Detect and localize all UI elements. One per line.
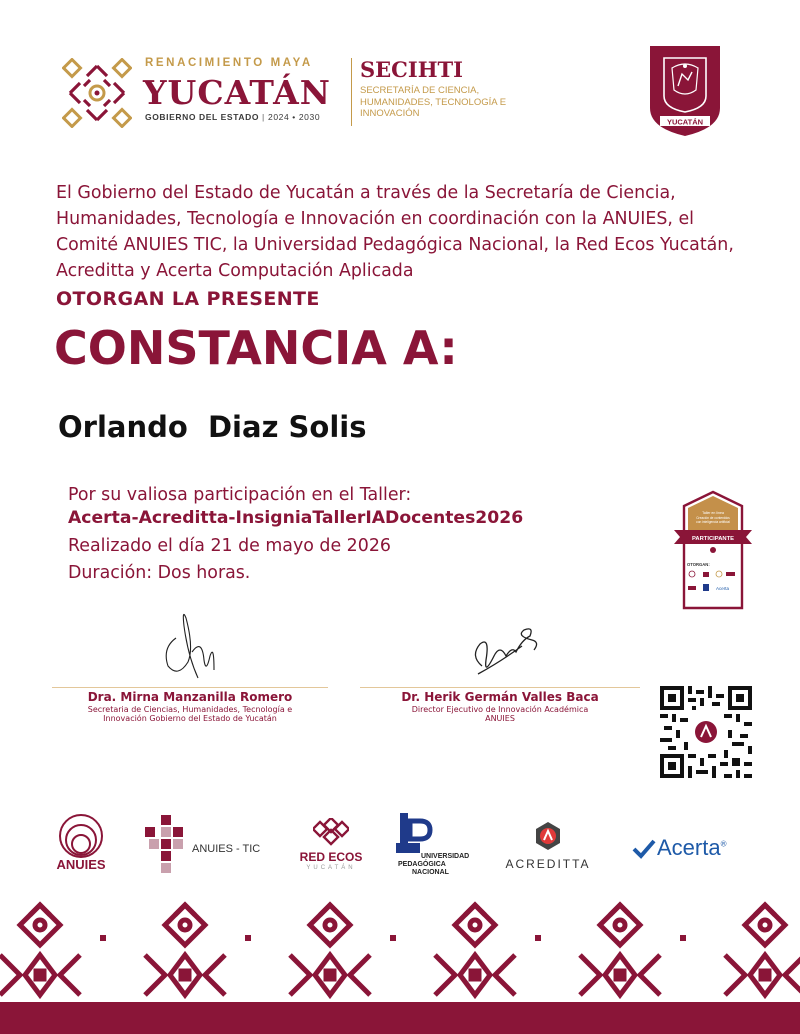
acerta-check-icon (632, 838, 656, 860)
signature-1-role-2: Innovación Gobierno del Estado de Yucatán (103, 714, 277, 723)
yucatan-government-line (145, 112, 320, 122)
yucatan-shield-icon (650, 46, 720, 136)
badge-otorgan: OTORGAN: (687, 562, 710, 567)
upn-logo-line1: UNIVERSIDAD (421, 853, 470, 860)
svg-text:Taller en línea: Taller en línea (702, 511, 724, 515)
yucatan-tagline: RENACIMIENTO MAYA (145, 57, 313, 69)
otorgan-heading: OTORGAN LA PRESENTE (56, 288, 320, 310)
signature-1-name: Dra. Mirna Manzanilla Romero (87, 690, 293, 704)
svg-text:con inteligencia artificial: con inteligencia artificial (696, 520, 730, 524)
verification-qr-code[interactable] (660, 686, 752, 778)
upn-logo-line3: NACIONAL (412, 869, 449, 876)
duration-text: Duración: Dos horas. (68, 563, 251, 583)
acerta-name: Acerta (657, 835, 721, 860)
signature-1-scribble (154, 608, 224, 688)
signature-1-rule (52, 687, 328, 688)
acreditta-logo-text: ACREDITTA (505, 857, 591, 871)
signature-1-role-1: Secretaria de Ciencias, Humanidades, Tecnología e (87, 705, 293, 714)
gobierno-label: GOBIERNO DEL ESTADO (145, 112, 260, 122)
signature-2-role-2: ANUIES (485, 714, 515, 723)
acerta-logo-text (657, 835, 727, 861)
signature-2-name: Dr. Herik Germán Valles Baca (401, 690, 599, 704)
red-ecos-logo-text: RED ECOS (299, 850, 363, 864)
yucatan-title: YUCATÁN (143, 73, 331, 112)
upn-logo-icon (396, 813, 436, 857)
acreditta-logo-icon (533, 821, 563, 851)
secihti-subtitle: SECRETARÍA DE CIENCIA, HUMANIDADES, TECNOLOGÍA E INNOVACIÓN (360, 85, 507, 119)
signature-2-role-1: Director Ejecutivo de Innovación Académica (411, 705, 589, 714)
secihti-title: SECIHTI (360, 57, 464, 82)
signature-2-rule (360, 687, 640, 688)
separator: | (262, 112, 266, 122)
anuies-tic-logo-icon (145, 815, 189, 877)
participation-text: Por su valiosa participación en el Taller: (68, 485, 412, 505)
constancia-title: CONSTANCIA A: (54, 321, 458, 375)
badge-ribbon-text: PARTICIPANTE (692, 536, 734, 542)
participant-badge (670, 490, 756, 612)
svg-text:Creación de contenidos: Creación de contenidos (696, 516, 730, 520)
signature-block-2 (360, 608, 640, 728)
signature-2-scribble (460, 616, 550, 686)
anuies-logo-icon (56, 813, 106, 859)
upn-logo-line2: PEDAGÓGICA (398, 861, 446, 868)
anuies-tic-logo-text: ANUIES - TIC (192, 843, 261, 855)
acerta-registered: ® (720, 839, 727, 849)
intro-paragraph: El Gobierno del Estado de Yucatán a través de la Secretaría de Ciencia, Humanidades, Tecnología e Innovación en coordinación con la ANUIES, el Comité ANUIES TIC, la Universidad Pedagógica Nacional, la Red Ecos Yucatán, Acreditta y Acerta Computación Aplicada (56, 183, 734, 281)
years-label: 2024 • 2030 (268, 112, 321, 122)
signature-block-1 (52, 608, 328, 728)
red-ecos-logo-icon (313, 818, 349, 846)
red-ecos-logo-subtext: YUCATÁN (306, 865, 356, 871)
footer-mayan-pattern (0, 895, 800, 1003)
badge-acerta: Acerta (716, 586, 730, 591)
workshop-name: Acerta-Acreditta-InsigniaTallerIADocentes2026 (68, 508, 524, 528)
date-line (68, 536, 391, 556)
date-prefix: Realizado el día (68, 536, 205, 556)
certificate-header (0, 0, 800, 150)
recipient-name: Orlando Diaz Solis (58, 410, 367, 444)
header-divider (351, 58, 352, 126)
date-value: 21 de mayo de 2026 (210, 536, 391, 556)
anuies-logo-text: ANUIES (56, 857, 106, 872)
yucatan-pattern-logo (62, 58, 132, 128)
footer-band (0, 1002, 800, 1034)
partner-logos (0, 805, 800, 890)
shield-label: YUCATÁN (666, 117, 704, 127)
